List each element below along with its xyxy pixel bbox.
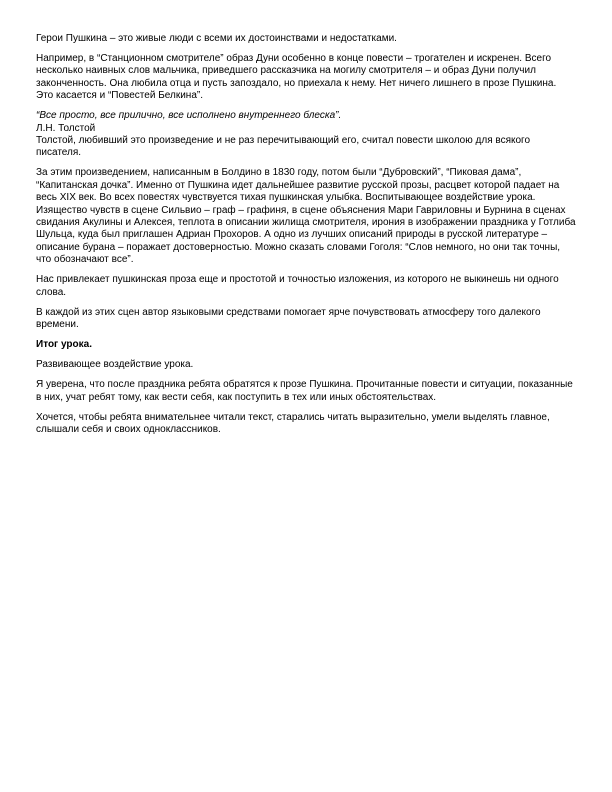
paragraph-station-master: Например, в “Станционном смотрителе” образ Дуни особенно в конце повести – трогателен и искренен. Всего несколько наивных слов мальчика, приведшего рассказчика на могилу смотрителя – и образ Дуни получил законченность. Она любила отца и пусть запоздало, но приехала к нему. Нет ничего лишнего в прозе Пушкина. Это касается и “Повестей Белкина”. bbox=[36, 53, 557, 102]
document-page bbox=[36, 33, 576, 444]
tolstoy-quote: “Все просто, все прилично, все исполнено внутреннего блеска”. bbox=[36, 110, 342, 122]
paragraph-tolstoy: Толстой, любивший это произведение и не раз перечитывающий его, считал повести школою для всякого писателя. bbox=[36, 135, 531, 159]
paragraph-confidence: Я уверена, что после праздника ребята обратятся к прозе Пушкина. Прочитанные повести и ситуации, показанные в них, учат ребят тому, как вести себя, как поступить в тех или иных обстоятельствах. bbox=[36, 379, 573, 403]
paragraph-wish: Хочется, чтобы ребята внимательнее читали текст, старались читать выразительно, умели выделять главное, слышали себя и своих одноклассников. bbox=[36, 411, 550, 435]
paragraph-developing-effect: Развивающее воздействие урока. bbox=[36, 359, 194, 371]
paragraph-scenes: В каждой из этих сцен автор языковыми средствами помогает ярче почувствовать атмосферу того далекого времени. bbox=[36, 306, 541, 331]
paragraph-boldino: За этим произведением, написанным в Болдино в 1830 году, потом были “Дубровский”, “Пиковая дама”, “Капитанская дочка”. Именно от Пушкина идет дальнейшее развитие русской прозы, расцвет которой падает на весь XIX век. Во всех повестях чувствуется тихая пушкинская улыбка. Воспитывающее воздействие урока. Изящество чувств в сцене Сильвио – граф – графиня, в сцене объяснения Мари Гавриловны и Бурнина в сценах свидания Акулины и Алексея, теплота в описании жилища смотрителя, ирония в изображении праздника у Готлиба Шульца, куда был приглашен Адриан Прохоров. А одно из лучших описаний природы в русской литературе – описание бурана – поражает достоверностью. Можно сказать словами Гоголя: “Слов немного, но они так точны, что обозначают все”. bbox=[36, 167, 576, 266]
lesson-summary-heading: Итог урока. bbox=[36, 339, 92, 351]
quote-author: Л.Н. Толстой bbox=[36, 122, 96, 134]
paragraph-heroes: Герои Пушкина – это живые люди с всеми их достоинствами и недостатками. bbox=[36, 33, 397, 44]
paragraph-prose-simplicity: Нас привлекает пушкинская проза еще и простотой и точностью изложения, из которого не выкинешь ни одного слова. bbox=[36, 274, 559, 298]
